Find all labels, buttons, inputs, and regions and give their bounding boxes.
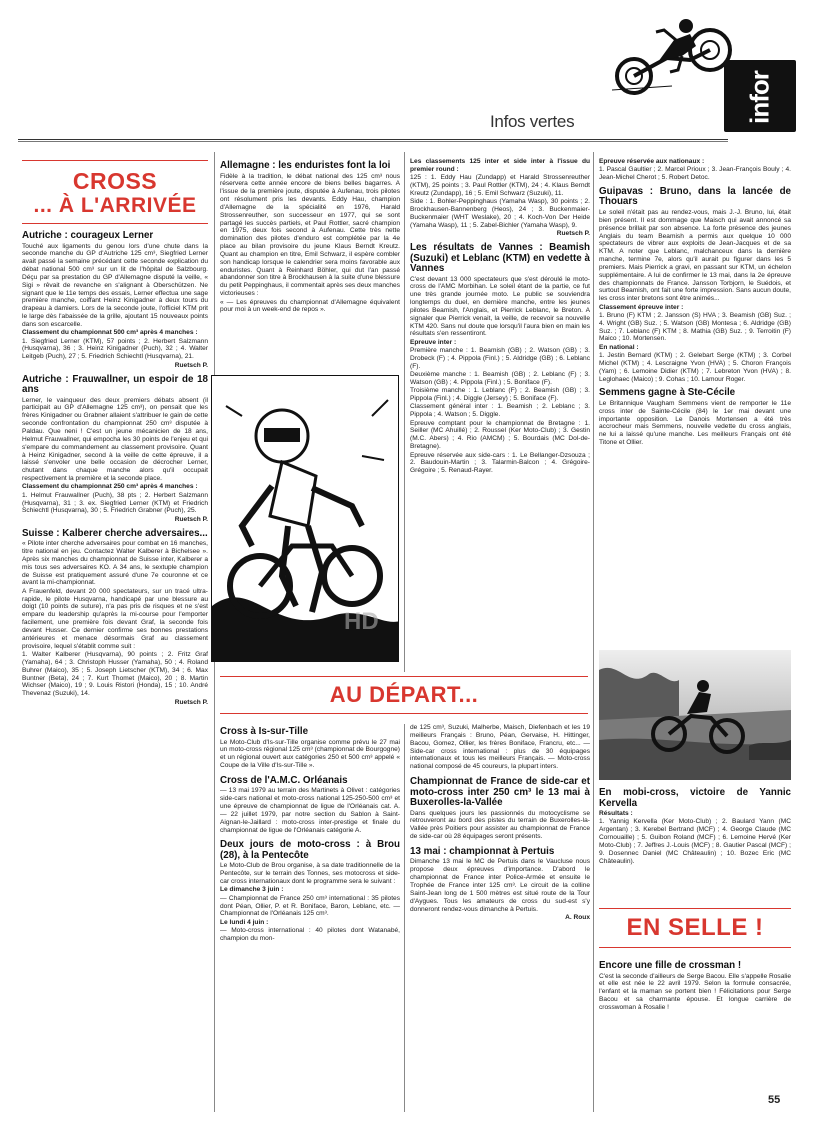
- classement-body: 125 : 1. Eddy Hau (Zundapp) et Harald Strossenreuther (KTM), 25 points ; 3. Paul Rottler (KTM), 24 ; 4. Klaus Berndt Kreutz (Zundapp), 16 ; 5. Emil Schwarz (Suzuki), 11.: [410, 174, 590, 197]
- results-body: 1. Yannig Kervella (Ker Moto-Club) ; 2. Baulard Yann (MC Argentan) ; 3. Kerebel Bertrand (MCF) ; 4. George Claude (MC Cornouaille) ; 5. Guibon Roland (MCF) ; 6. Lemoine Hervé (Ker Moto-Club) ; 7. Jeffres J.-Louis (MCF) ; 8. Gautier Pascal (MCF) ; 9. Dosennec Daniel (MC Châteaulin) ; 10. Bozec Eric (MC Châteaulin).: [599, 818, 791, 865]
- results-title: Résultats :: [599, 810, 633, 817]
- infor-logo-text: infor: [744, 71, 775, 124]
- article-body-2: A Frauenfeld, devant 20 000 spectateurs, sur un tracé ultra-rapide, le pilote Husqvarna, handicapé par une blessure au doigt (10 points de suture), n'a pas pris de risques et ne s'est empare du leadership qu'après la mi-course pour l'emporter facilement, une première fois devant Graf, la seconde fois devant Husser. Ce dernier confirme ses bonnes prestations antérieures et menace désormais Graf au classement provisoire, lequel s'établit comme suit :: [22, 587, 208, 650]
- article-title-guipavas: Guipavas : Bruno, dans la lancée de Thouars: [599, 185, 791, 208]
- article-body: — 13 mai 1979 au terrain des Martinets à Olivet : catégories side-cars national et moto-cross national 125-250-500 cm³ et une épreuve de championnat de ligue de l'Orléanais cat. A. — 22 juillet 1979, par notre section du Sablon à Saint-Aignan-le-Jaillard : moto-cross inter-prestige et finale du championnat de ligue de l'Orléanais catégorie A.: [220, 787, 400, 834]
- infor-logo-block: [724, 60, 796, 132]
- article-body: « Pilote inter cherche adversaires pour combat en 16 manches, titre national en jeu. Contactez Walter Kalberer à Bichelsee ». Après six manches du championnat de Suisse inter, Kalberer a mis tous ses adversaires KO. A 34 ans, le sextuple champion de Suisse est pratiquement assuré d'une 7e couronne et ce avant la mi-championnat.: [22, 540, 208, 587]
- day-title: Le lundi 4 juin :: [220, 918, 269, 926]
- result-general: Classement général inter : 1. Beamish ; 2. Leblanc ; 3. Pippola ; 4. Watson ; 5. Diggle.: [410, 403, 590, 419]
- classement-title: Classement du championnat 500 cm³ après 4 manches :: [22, 329, 198, 337]
- article-signature: Ruetsch P.: [556, 230, 590, 237]
- au-depart-title-block: [220, 676, 588, 714]
- cross-subtitle: ... À L'ARRIVÉE: [33, 194, 197, 217]
- article-body: Fidèle à la tradition, le débat national des 125 cm³ nous réservera cette année encore de biens belles bagarres. A l'issue de la première joute, disputée à Aufenau, trois pilotes ont résolument pris les devants. Eddy Hau, champion d'Allemagne de la spécialité en 1976, Harald Strossenreuther, son successeur en 1977, qui se sont partagé les succès partiels, et Paul Rottler, sacré champion en 1975, deux fois second à Aufenau. Cette très nette domination des pilotes d'enduro est complétée par la 4e place au bilan provisoire du jeune Klaus Berndt Kreutz. Quant au champion en titre, Emil Schwarz, il espère combler son handicap lorsque le calendrier sera moins favorable aux enduristes. Quant à Reinhard Böhler, qui dut l'an passé abandonner son titre à Brockhausen à la suite d'une blessure du petit Peppinghaus, il commentait après ses deux manches victorieuses :: [220, 172, 400, 298]
- column-divider-3: [593, 152, 594, 1112]
- day-body: — Championnat de France 250 cm³ international : 35 pilotes dont Péan, Ollier, P. et R. Boniface, Baron, Leblanc, etc. — Championnat de l'Orléanais 125 cm³.: [220, 894, 400, 918]
- article-body: Le Britannique Vaugham Semmens vient de remporter le 11e cross inter de Sainte-Cécile (84) le 1er mai devant une importante opposition. Le Danois Mortensen a été très accrocheur mais Semmens, nouvelle vedette du cross anglais, ne lui a laissé qu'une manche. Les meilleurs Français ont été Titone et Ollier.: [599, 399, 791, 447]
- au-depart-rule-top: [220, 676, 588, 677]
- column-divider-2: [404, 152, 405, 672]
- epreuve-title: Epreuve réservée aux nationaux :: [599, 158, 705, 165]
- column-4-bottom: [599, 958, 791, 1012]
- en-selle-rule-bottom: [599, 947, 791, 948]
- epreuve-body: 1. Pascal Gaultier ; 2. Marcel Prioux ; 3. Jean-François Bouly ; 4. Jean-Michel Cherot ; 5. Robert Detoc.: [599, 166, 791, 182]
- header-logo: [612, 10, 802, 138]
- article-signature: Ruetsch P.: [174, 515, 208, 523]
- article-quote: « — Les épreuves du championnat d'Allemagne équivalent pour moi à un week-end de repos ».: [220, 298, 400, 314]
- article-title-buxerolles: Championnat de France de side-car et moto-cross inter 250 cm³ le 13 mai à Buxerolles-la-Vallée: [410, 776, 590, 809]
- article-body: Touché aux ligaments du genou lors d'une chute dans la seconde manche du GP d'Autriche 125 cm³, Siegfried Lerner avait passé la semaine précédant cette seconde explication du débat national 500 cm³ sur un lit de l'hôpital de Salzbourg. Déçu par sa prestation du GP d'Allemagne disputé la veille, « Sigi » rêvait de revanche en s'alignant à Oberschützen. Ne signant que le 11e temps des essais, Lerner effectua une sage première manche, coiffant Heinz Kinigadner à deux tours du drapeau à damiers. Lors de la seconde joute, l'officiel KTM prit le large dès l'abaissée de la grille, ajoutant 15 nouveaux points dans son escarcelle.: [22, 242, 208, 328]
- article-body: C'est devant 13 000 spectateurs que s'est déroulé le moto-cross de l'AMC Morbihan. Le soleil étant de la partie, ce fut une très grande journée moto. Le public se souviendra longtemps du duel, en dernière manche, entre les jeunes pilotes Beamish, l'Anglais, et Pierrick Leblanc, le Breton. A signaler que Pierrick venait, la veille, de recevoir sa nouvelle KTM 420. Sans nul doute que lorsqu'il l'aura bien en main les résultats s'en ressentiront.: [410, 275, 590, 338]
- classement-body: 1. Siegfried Lerner (KTM), 57 points ; 2. Herbert Salzmann (Husqvarna), 36 ; 3. Heinz Kinigadner (Puch), 32 ; 4. Walter Leitgeb (Puch), 27 ; 5. Friedrich Schiechtl (Husqvarna), 21.: [22, 337, 208, 361]
- article-title-semmens: Semmens gagne à Ste-Cécile: [599, 387, 736, 399]
- result-manche-1: Première manche : 1. Beamish (GB) ; 2. Watson (GB) ; 3. Drobeck (F) ; 4. Pippola (Finl.) ; 5. Aldridge (GB) ; 6. Leblanc (F).: [410, 347, 590, 370]
- article-signature: Ruetsch P.: [174, 361, 208, 369]
- au-depart-rule-bottom: [220, 713, 588, 714]
- article-title-fille-crossman: Encore une fille de crossman !: [599, 960, 742, 971]
- cross-title: CROSS: [72, 168, 158, 194]
- column-2-bottom: [220, 724, 400, 943]
- column-divider-4: [404, 724, 405, 1112]
- article-title-allemagne: Allemagne : les enduristes font la loi: [220, 160, 391, 171]
- result-bretagne: Epreuve comptant pour le championnat de Bretagne : 1. Seiller (MC Ahuillé) ; 2. Roussel (Ker Moto-Club) ; 3. Gestin (M.C. Abers) ; 4. Rio (AMCM) ; 5. Bourdais (MC Dol-de-Bretagne).: [410, 419, 590, 451]
- article-title-autriche-frauwallner: Autriche : Frauwallner, un espoir de 18 ans: [22, 373, 208, 396]
- article-body: Dans quelques jours les passionnés du motocyclisme se retrouveront au bord des pistes du terrain de Buxerolles-la-Vallée près Poitiers pour assister au championnat de France de side-car où 28 équipages seront présents.: [410, 809, 590, 841]
- classement-title: Les classements 125 inter et side inter à l'issue du premier round :: [410, 158, 590, 173]
- result-manche-2: Deuxième manche : 1. Beamish (GB) ; 2. Leblanc (F) ; 3. Watson (GB) ; 4. Pippola (Finl.) ; 5. Boniface (F).: [410, 371, 590, 386]
- motocross-photo: [599, 650, 791, 780]
- article-body: Lerner, le vainqueur des deux premiers débats absent (il participait au GP d'Allemagne 125 cm³), on pensait que les frères Kinigadner ou Grabner allaient s'attribuer le gain de cette seconde confrontation du championnat 250 cm³ disputée à Paldau. Que neni ! C'est un jeune mécanicien de 18 ans, Helmut Frauwallner, qui empocha les 30 points de l'enjeu et qui s'empare du commandement au classement provisoire. Quant à Heinz Kinigadner, second à la veille de cette épreuve, il a laissé s'envoler une belle occasion de décrocher Lerner, chutant dans chaque manche alors qu'il occupait respectivement la première et la seconde place.: [22, 396, 208, 483]
- article-title-pertuis: 13 mai : championnat à Pertuis: [410, 845, 555, 857]
- article-title-suisse-kalberer: Suisse : Kalberer cherche adversaires...: [22, 527, 208, 539]
- article-body: Le Moto-Club d'Is-sur-Tille organise comme prévu le 27 mai un moto-cross régional 125 cm³ (championnat de Bourgogne) et un régional ouvert aux catégories 250 et 500 cm³ appelé « Coupe de la Ville d'Is-sur-Tille ».: [220, 738, 400, 770]
- column-4-middle: [599, 785, 791, 866]
- article-title-brou: Deux jours de moto-cross : à Brou (28), à la Pentecôte: [220, 839, 400, 861]
- classement-side: Side : 1. Bohler-Peppinghaus (Yamaha Wasp), 30 points ; 2. Brockhausen-Bannenberg (Heos), 24 ; 3. Buckenmaier-Buckenmaier (WHT Weslake), 20 ; 4. Koch-Von Der Heide (Yamaha Wasp), 11 ; 5. Zabel-Bichler (Yamaha Wasp), 9.: [410, 198, 590, 229]
- cross-rule-top: [22, 160, 208, 161]
- article-title-autriche-lerner: Autriche : courageux Lerner: [22, 230, 154, 241]
- article-body: Le soleil n'était pas au rendez-vous, mais J.-J. Bruno, lui, était bien présent. Il est dommage que Maisch qui avait annoncé sa présence brillait par son absence. La forte présence des jeunes Anglais du team Beamish a permis aux quelque 10 000 spectateurs de vibrer aux exploits de Jean-Jacques et de sa KTM. A noter que Leblanc, malchanceux dans la dernière manche, termine 7e, alors qu'il aurait pu figurer dans les 5 premiers. Mais Pierrick a gravi, en passant sur KTM, un échelon supplémentaire. A lui de confirmer le 13 mai, dans la 2e épreuve des championnats de France. Jansson Torbjorn, le Suédois, et surtout Beamish, ont fait une forte impression. Sans aucun doute, les cross inter bretons sont être animés...: [599, 208, 791, 303]
- epreuve-title: Epreuve inter :: [410, 338, 457, 346]
- column-3-bottom: [410, 724, 590, 922]
- header-rule: [18, 139, 728, 140]
- column-4-top: [599, 158, 791, 448]
- motocross-photo-icon: [599, 650, 791, 780]
- article-body: Le Moto-Club de Brou organise, à sa date traditionnelle de la Pentecôte, sur le terrain des Tonnes, ses motocross et side-car cross internationaux dont le programme sera le suivant :: [220, 862, 400, 886]
- article-signature: A. Roux: [565, 913, 590, 921]
- cross-title-block: [22, 160, 208, 224]
- article-title-orleanais: Cross de l'A.M.C. Orléanais: [220, 774, 348, 786]
- section-title: Infos vertes: [490, 112, 575, 131]
- classement-body: 1. Helmut Frauwallner (Puch), 38 pts ; 2. Herbert Salzmann (Husqvarna), 31 ; 3. ex. Siegfried Lerner (KTM) et Friedrich Schiechtl (Husqvarna), 30 ; 5. Friedrich Grabner (Puch), 25.: [22, 491, 208, 515]
- day-title: Le dimanche 3 juin :: [220, 886, 284, 894]
- column-2-top: [220, 158, 400, 315]
- cross-rule-bottom: [22, 223, 208, 224]
- column-1: [22, 228, 208, 707]
- en-selle-title: EN SELLE !: [626, 914, 764, 941]
- au-depart-title: AU DÉPART...: [329, 682, 479, 707]
- article-body-continued: de 125 cm³, Suzuki, Malherbe, Maisch, Diefenbach et les 19 meilleurs Français : Bruno, Péan, Gervaise, H. Hittinger, Bacou, Gomez, Ollier, les frères Boniface, Francru, etc... — Side-car cross international : plus de 30 équipages internationaux et tous les meilleurs Français. — Moto-cross national composé de 45 coureurs, la plupart inters.: [410, 724, 590, 771]
- result-side-cars: Epreuve réservée aux side-cars : 1. Le Bellanger-Dzsouza ; 2. Baudouin-Martin ; 3. Talarmin-Balcon ; 4. Grégoire-Grégoire ; 5. Renaud-Rayer.: [410, 451, 590, 475]
- en-selle-rule-top: [599, 908, 791, 909]
- classement-body: 1. Bruno (F) KTM ; 2. Jansson (S) HVA ; 3. Beamish (GB) Suz. ; 4. Wright (GB) Suz. ; 5. Watson (GB) Montesa ; 6. Aldridge (GB) Suz. ; 7. Leblanc (F) KTM ; 8. Mathia (GB) Suz. ; 9. Terroitin (F) Maico ; 10. Mortensen.: [599, 311, 791, 343]
- header-rule-2: [18, 141, 728, 142]
- day-body: — Moto-cross international : 40 pilotes dont Watanabé, champion du mon-: [220, 927, 400, 942]
- article-title-is-sur-tille: Cross à Is-sur-Tille: [220, 726, 309, 737]
- classement-title: Classement du championnat 250 cm³ après 4 manches :: [22, 483, 198, 491]
- national-body: 1. Jestin Bernard (KTM) ; 2. Gelebart Serge (KTM) ; 3. Corbel Michel (KTM) ; 4. Lescraigne Yvon (HVA) ; 5. Choron François (Yam) ; 6. Lemoine Didier (KTM) ; 7. Lebreton Yvon (HVA) ; 8. Leglohaec (Maico) ; 9. Cohas ; 10. Lamour Roger.: [599, 352, 791, 383]
- image-watermark: HD: [344, 608, 379, 635]
- classement-title: Classement épreuve inter :: [599, 303, 684, 311]
- result-manche-3: Troisième manche : 1. Leblanc (F) ; 2. Beamish (GB) ; 3. Pippola (Finl.) ; 4. Diggle (Jersey) ; 5. Boniface (F).: [410, 387, 590, 403]
- classement-body: 1. Walter Kalberer (Husqvarna), 90 points ; 2. Fritz Graf (Yamaha), 64 ; 3. Christoph Husser (Yamaha), 50 ; 4. Roland Buhrer (Maico), 35 ; 5. Joseph Lietscher (KTM), 34 ; 6. Max Buntner (Beta), 24 ; 7. Kurt Thomet (Maico), 20 ; 8. Martin Wichser (Maico), 19 ; 9. Louis Ristori (Honda), 15 ; 10. André Thevenaz (Suzuki), 14.: [22, 651, 208, 698]
- national-title: En national :: [599, 343, 639, 351]
- page-number: 55: [768, 1094, 781, 1106]
- cartoon-illustration: [211, 375, 399, 662]
- article-title-mobi-cross: En mobi-cross, victoire de Yannic Kervella: [599, 787, 791, 809]
- article-body: Dimanche 13 mai le MC de Pertuis dans le Vaucluse nous propose deux épreuves d'importance. D'abord le championnat de France inter Police-Armée et ensuite le Trophée de France inter 125 cm³. Le circuit de la colline Saint-Jean long de 1 500 mètres est situé route de la Tour d'Aygues. Tous les amateurs de cross du sud-est s'y donneront rendez-vous dimanche à Pertuis.: [410, 858, 590, 913]
- article-signature: Ruetsch P.: [174, 698, 208, 706]
- en-selle-title-block: [599, 908, 791, 948]
- article-title-vannes: Les résultats de Vannes : Beamish (Suzuki) et Leblanc (KTM) en vedette à Vannes: [410, 242, 590, 274]
- column-3-top: [410, 158, 590, 476]
- article-body: C'est la seconde d'ailleurs de Serge Bacou. Elle s'appelle Rosalie et elle est née le 22 avril 1979. Selon la formule consacrée, l'enfant et la maman se portent bien ! Félicitations pour Serge Bacou et sa charmante épouse. Et longue carrière de crosswoman à Rosalie !: [599, 972, 791, 1011]
